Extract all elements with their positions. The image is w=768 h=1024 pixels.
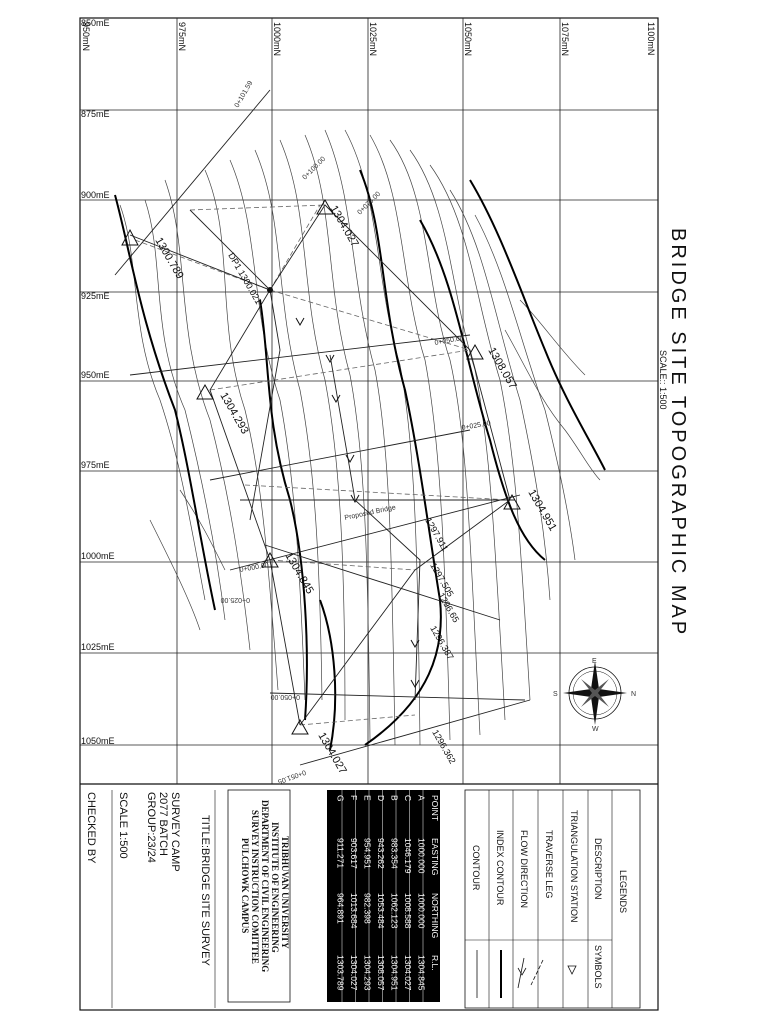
northing-label-1100: 1100mN [646,22,656,56]
northing-label-1000: 1000mN [272,22,282,57]
dp-a-label: 1297.505 [428,561,456,599]
dp-e-label: 1297.911 [423,516,451,553]
table-cell-rl: 1304.951 [389,955,400,991]
table-cell-rl: 1303.789 [335,955,346,991]
chainage-9: 0+051.05 [276,768,307,785]
station-5-rl: 1304.951 [525,487,559,534]
table-cell-northing: 1000.000 [416,893,427,929]
title-block-scale: SCALE 1:500 [117,792,129,859]
table-cell-northing: 1053.484 [376,893,386,929]
chainage-4: 0+050.00 [434,334,465,347]
dp-c-label: 1296.387 [428,624,456,662]
northing-label-950: 950mN [81,22,91,52]
table-header-point: POINT [430,795,440,821]
table-cell-point: B [389,795,400,801]
table-cell-point: D [376,795,386,802]
legend-row-flow: FLOW DIRECTION [519,830,529,908]
table-cell-northing: 1062.123 [389,893,400,929]
legend-heading: LEGENDS [618,870,628,914]
table-cell-point: A [416,795,427,801]
table-cell-northing: 982.398 [362,893,373,924]
table-cell-rl: 1304.027 [403,955,413,991]
easting-label-850: 850mE [81,18,110,28]
institution-line-1: TRIBHUVAN UNIVERSITY [280,836,290,949]
northing-label-1050: 1050mN [463,22,473,57]
chainage-1: 0+101.59 [233,80,255,109]
table-header-northing: NORTHING [430,893,440,939]
northing-labels [81,22,656,56]
easting-label-950: 950mE [81,370,110,380]
station-2-rl: 1300.789 [152,235,186,282]
legend-triangle-icon [568,966,576,974]
chainage-2: 0+100.00 [301,155,328,182]
station-4-triangle [467,345,483,359]
table-cell-point: F [349,795,359,801]
dp1-marker [267,287,273,293]
title-block-title: TITLE:BRIDGE SITE SURVEY [199,815,211,966]
table-cell-rl: 1304.845 [416,955,427,991]
table-cell-easting: 983.354 [389,838,400,869]
table-cell-northing: 1008.588 [403,893,413,929]
table-cell-easting: 903.617 [349,838,359,869]
chainage-6: 0+000.00 [239,561,270,574]
chainage-7: 0+025.00 [220,596,250,603]
scale-label: SCALE:: 1:500 [658,350,668,410]
station-3-rl: 1304.293 [217,390,251,437]
title-block-checked: CHECKED BY [85,792,97,864]
table-cell-northing: 1013.684 [349,893,359,929]
compass-n: N [631,691,637,698]
easting-label-900: 900mE [81,190,110,200]
table-cell-easting: 1000.000 [416,838,427,874]
chainage-5: 0+025.00 [461,419,492,432]
northing-label-975: 975mN [177,22,187,52]
north-arrow-icon [553,658,636,733]
coordinate-table [327,790,440,1002]
table-cell-easting: 911.271 [335,838,346,869]
easting-label-1025: 1025mE [81,642,115,652]
proposed-bridge-label: Proposed Bridge [343,504,397,522]
station-6-rl: 1304.845 [282,550,316,597]
table-cell-northing: 964.891 [335,893,346,924]
table-cell-rl: 1304.027 [349,955,359,991]
easting-label-975: 975mE [81,460,110,470]
legend-row-triangulation: TRIANGULATION STATION [569,810,579,923]
table-header-easting: EASTING [430,838,440,876]
chainage-8: 0+050.00 [270,693,300,700]
legend-row-traverse: TRAVERSE LEG [544,830,554,899]
station-1-rl: 1304.027 [327,203,361,250]
easting-label-1050: 1050mE [81,736,115,746]
title-block-group: GROUP:23/24 [145,792,157,863]
title-block-camp: SURVEY CAMP [169,792,181,872]
legend-traverse-icon [531,960,543,985]
institution-line-4: SURVEY INSTRUCTION COMITTEE [250,810,260,964]
easting-label-1000: 1000mE [81,551,115,561]
northing-label-1075: 1075mN [560,22,570,57]
map-annotations [221,80,492,785]
easting-label-925: 925mE [81,291,110,301]
table-cell-point: G [335,795,346,802]
legend-col-symbols: SYMBOLS [593,945,603,989]
institution-line-3: DEPARTMENT OF CIVIL ENGINEERING [260,800,270,973]
station-7-triangle [292,720,308,734]
compass-e: E [592,658,597,665]
station-4-rl: 1308.057 [485,345,519,392]
dashed-lines [135,205,510,725]
dp1-label: DP1 1300.021 [226,251,264,306]
institution-box [228,790,290,1002]
table-cell-rl: 1304.293 [362,955,373,991]
table-cell-rl: 1308.057 [376,955,386,991]
compass-s: S [553,691,558,698]
dp-b-label: 1296.65 [436,591,462,625]
northing-label-1025: 1025mN [368,22,378,57]
station-labels [152,204,558,777]
legend-row-index-contour: INDEX CONTOUR [495,830,505,906]
table-cell-point: C [403,795,413,802]
institution-line-2: INSTITUTE OF ENGINEERING [270,822,280,953]
table-header-rl: R.L. [430,955,440,971]
institution-line-5: PULCHOWK CAMPUS [240,838,250,934]
title-block-batch: 2077 BATCH [157,792,169,856]
legend-box [465,790,640,1008]
table-cell-easting: 1046.179 [403,838,413,874]
easting-label-875: 875mE [81,109,110,119]
legend-row-contour: CONTOUR [471,845,481,891]
map-title: BRIDGE SITE TOPOGRAPHIC MAP [667,228,689,638]
table-cell-point: E [362,795,373,801]
legend-col-description: DESCRIPTION [593,838,603,900]
compass-w: W [592,726,599,733]
dp-d-label: 1296.362 [430,728,458,766]
table-cell-easting: 943.262 [376,838,386,869]
station-7-rl: 1304.027 [315,730,349,777]
easting-labels [81,18,115,746]
chainage-3: 0+075.00 [356,190,383,217]
title-block [85,790,215,1008]
table-cell-easting: 954.951 [362,838,373,869]
